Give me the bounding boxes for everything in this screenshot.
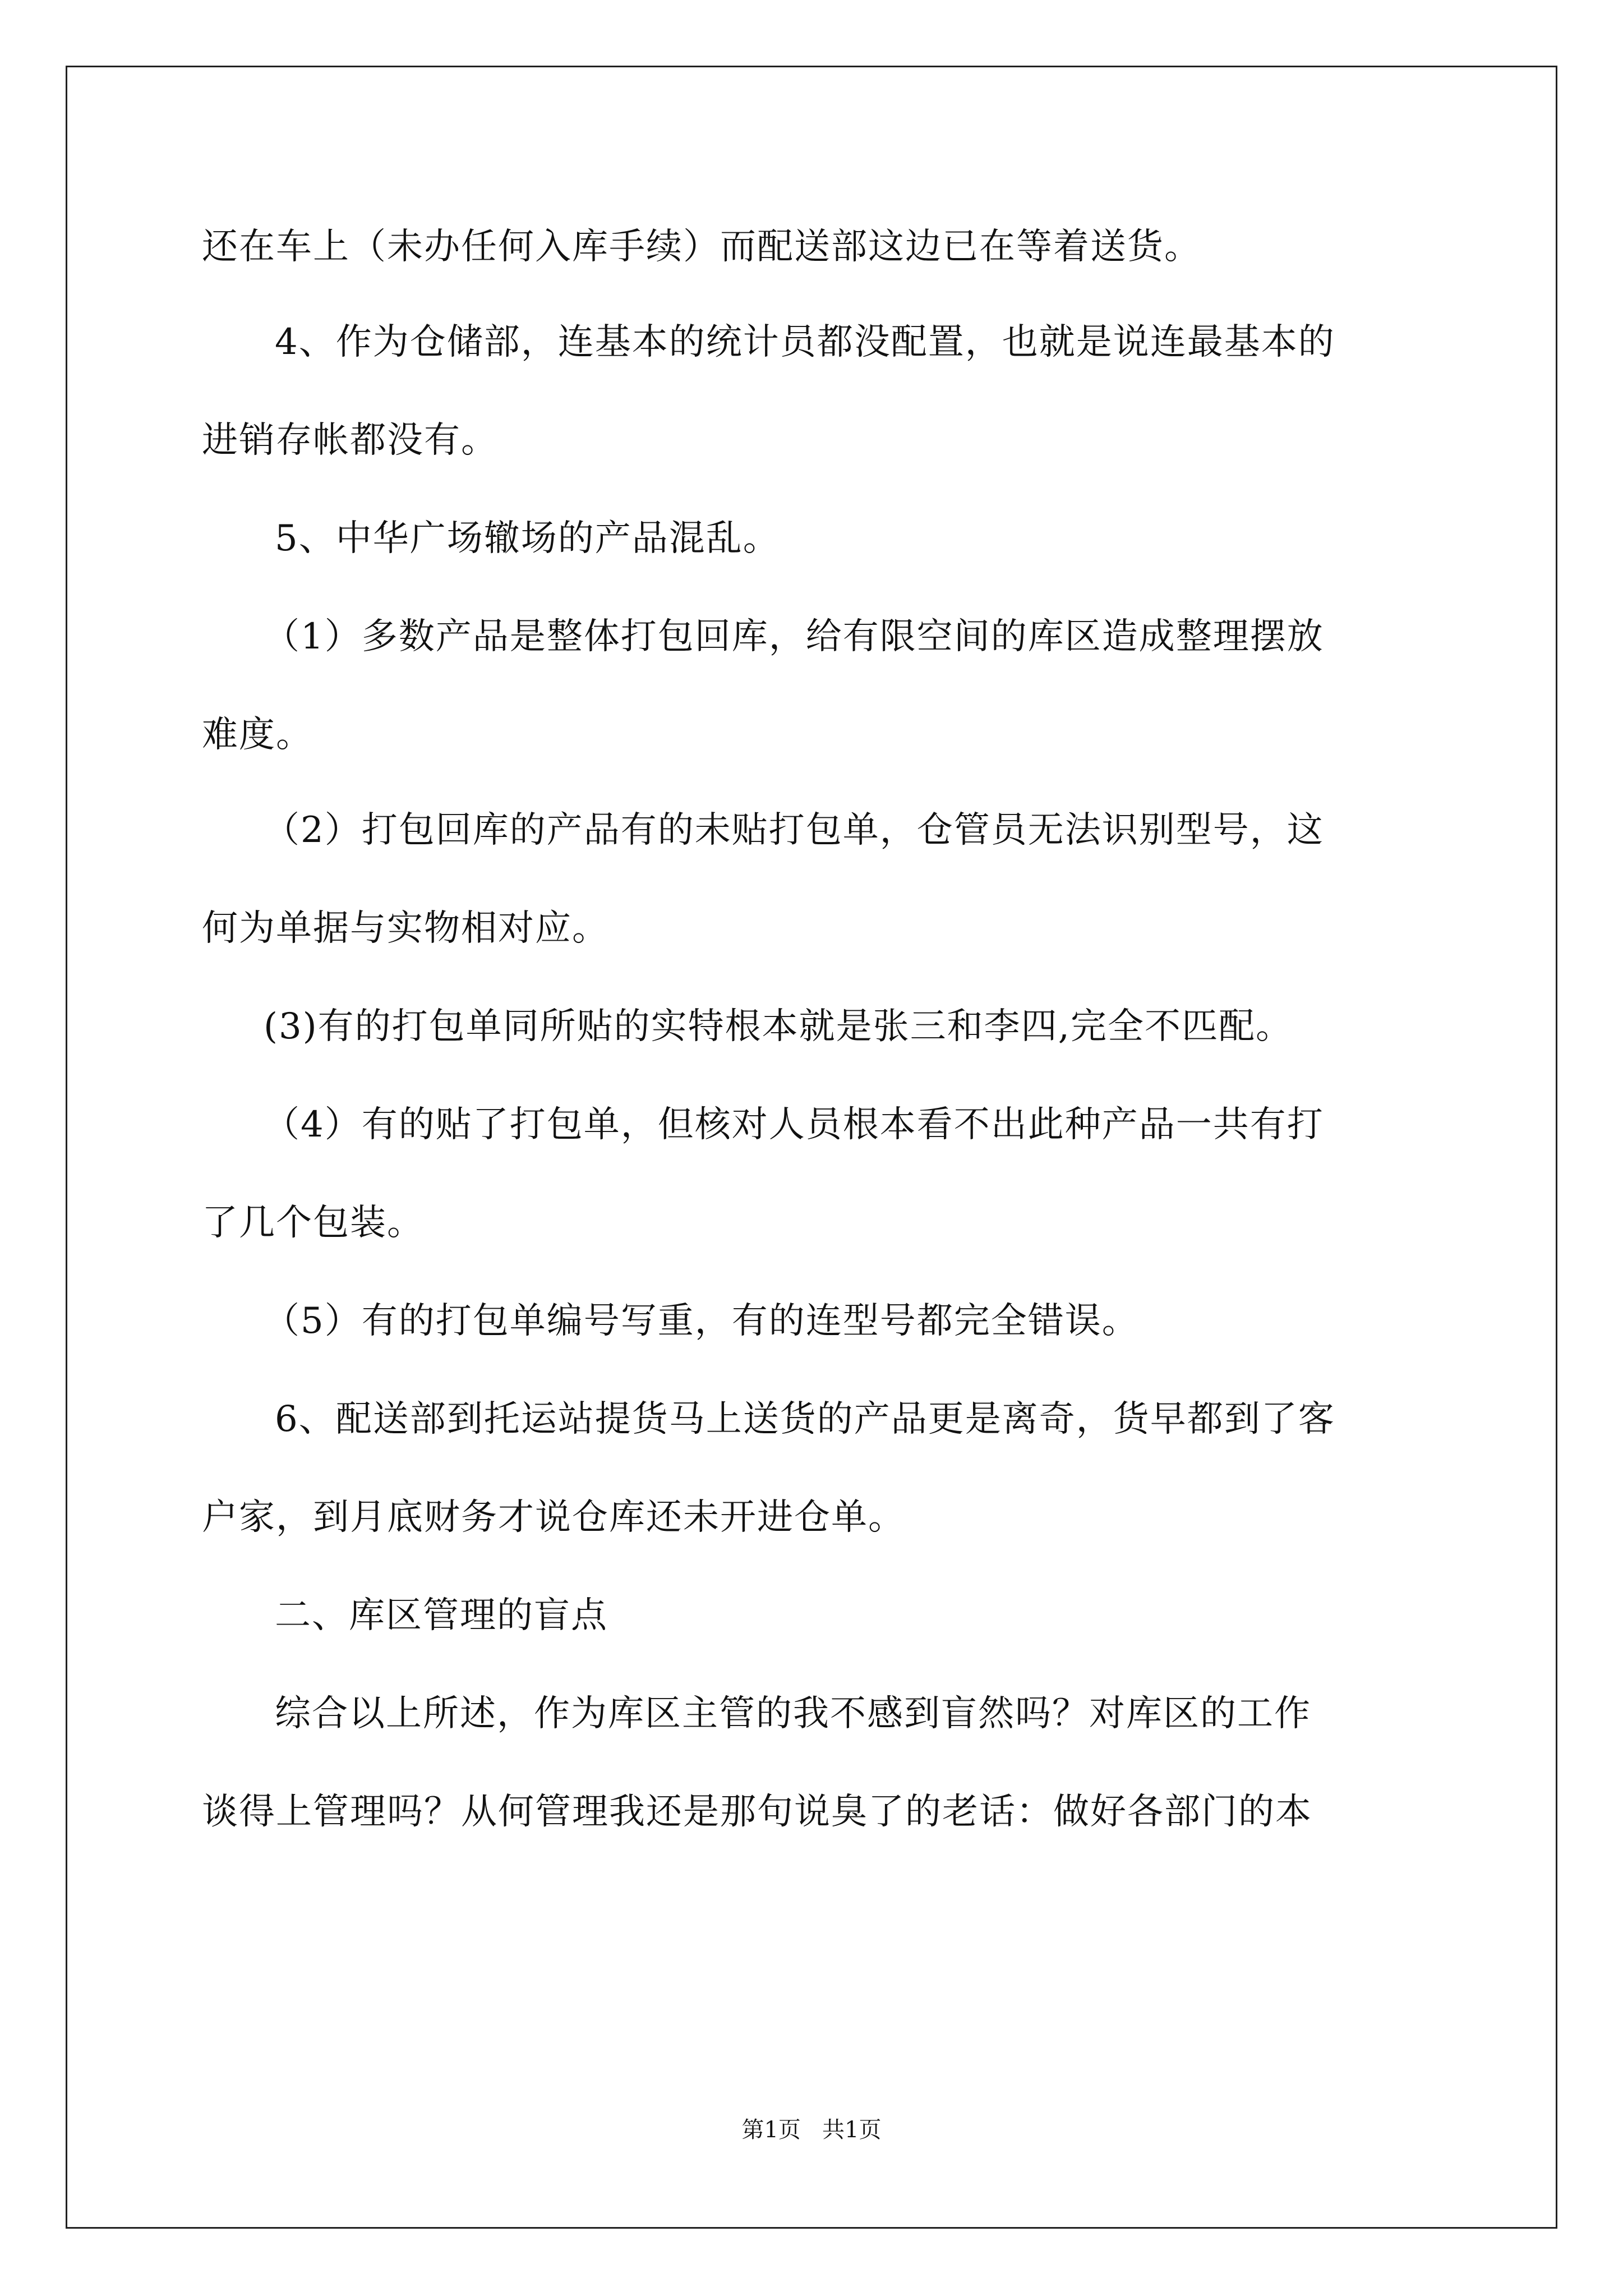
text-line-12: （5）有的打包单编号写重，有的连型号都完全错误。 bbox=[264, 1300, 1139, 1342]
page-number: 第1页 共1页 bbox=[741, 2117, 882, 2143]
text-line-5: （1）多数产品是整体打包回库，给有限空间的库区造成整理摆放 bbox=[264, 616, 1324, 657]
section-heading: 二、库区管理的盲点 bbox=[275, 1595, 608, 1636]
text-line-9: (3)有的打包单同所贴的实特根本就是张三和李四,完全不匹配。 bbox=[264, 1006, 1293, 1047]
text-line-10: （4）有的贴了打包单，但核对人员根本看不出此种产品一共有打 bbox=[264, 1104, 1324, 1145]
text-line-16: 综合以上所述，作为库区主管的我不感到盲然吗？对库区的工作 bbox=[275, 1693, 1311, 1734]
text-line-13: 6、配送部到托运站提货马上送货的产品更是离奇，货早都到了客 bbox=[275, 1398, 1335, 1440]
text-line-6: 难度。 bbox=[202, 714, 313, 756]
text-line-11: 了几个包装。 bbox=[202, 1202, 424, 1244]
text-line-17: 谈得上管理吗？从何管理我还是那句说臭了的老话：做好各部门的本 bbox=[202, 1791, 1312, 1833]
text-line-8: 何为单据与实物相对应。 bbox=[202, 908, 609, 949]
text-line-14: 户家，到月底财务才说仓库还未开进仓单。 bbox=[202, 1497, 905, 1538]
text-line-7: （2）打包回库的产品有的未贴打包单，仓管员无法识别型号，这 bbox=[264, 809, 1324, 851]
text-line-1: 还在车上（未办任何入库手续）而配送部这边已在等着送货。 bbox=[202, 226, 1201, 268]
text-line-4: 5、中华广场辙场的产品混乱。 bbox=[275, 518, 780, 559]
page-border bbox=[66, 66, 1557, 2229]
text-line-2: 4、作为仓储部，连基本的统计员都没配置，也就是说连最基本的 bbox=[275, 321, 1335, 363]
text-line-3: 进销存帐都没有。 bbox=[202, 420, 498, 461]
